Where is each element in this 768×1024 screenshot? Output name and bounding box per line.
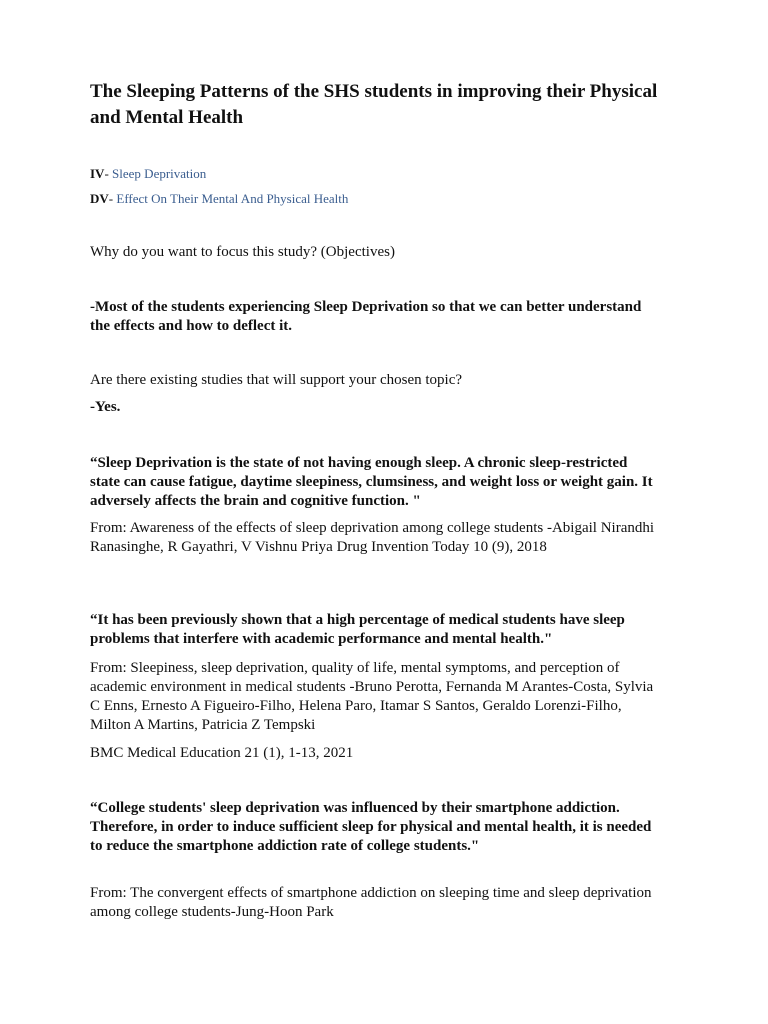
quote-1: “Sleep Deprivation is the state of not having enough sleep. A chronic sleep-restricted state can cause fatigue, daytime sleepiness, clumsiness, and weight loss or weight gain. It adversely affects the brain and cognitive function. "	[90, 455, 653, 509]
source-2: From: Sleepiness, sleep deprivation, quality of life, mental symptoms, and perception of academic environment in medical students -Bruno Perotta, Fernanda M Arantes-Costa, Sylvia C Enns, Ernesto A Figueiro-Filho, Helena Paro, Itamar S Santos, Geraldo Lorenzi-Filho, Milton A Martins, Patricia Z Tempski	[90, 660, 654, 733]
dv-label: DV	[90, 191, 109, 206]
source-1: From: Awareness of the effects of sleep deprivation among college students -Abigail Nirandhi Ranasinghe, R Gayathri, V Vishnu Priya Drug Invention Today 10 (9), 2018	[90, 520, 655, 555]
quote-2: “It has been previously shown that a high percentage of medical students have sleep problems that interfere with academic performance and mental health."	[90, 612, 625, 647]
dv-value: Effect On Their Mental And Physical Health	[116, 191, 349, 206]
quote-3: “College students' sleep deprivation was influenced by their smartphone addiction. Therefore, in order to induce sufficient sleep for physical and mental health, it is needed to reduce the smartphone addiction rate of college students."	[90, 800, 652, 854]
document-title: The Sleeping Patterns of the SHS students in improving their Physical and Mental Health	[90, 81, 658, 128]
question-existing: Are there existing studies that will support your chosen topic?	[90, 372, 463, 388]
answer-objectives: -Most of the students experiencing Sleep Deprivation so that we can better understand the effects and how to deflect it.	[90, 299, 642, 334]
question-objectives: Why do you want to focus this study? (Objectives)	[90, 244, 395, 260]
source-2-journal: BMC Medical Education 21 (1), 1-13, 2021	[90, 745, 354, 761]
iv-line	[90, 165, 206, 183]
answer-existing: -Yes.	[90, 399, 121, 415]
dv-line	[90, 190, 348, 208]
iv-value: Sleep Deprivation	[112, 166, 207, 181]
iv-label: IV	[90, 166, 105, 181]
source-3: From: The convergent effects of smartphone addiction on sleeping time and sleep deprivation among college students-Jung-Hoon Park	[90, 885, 652, 920]
iv-separator: -	[104, 166, 113, 181]
dv-separator: -	[108, 191, 117, 206]
